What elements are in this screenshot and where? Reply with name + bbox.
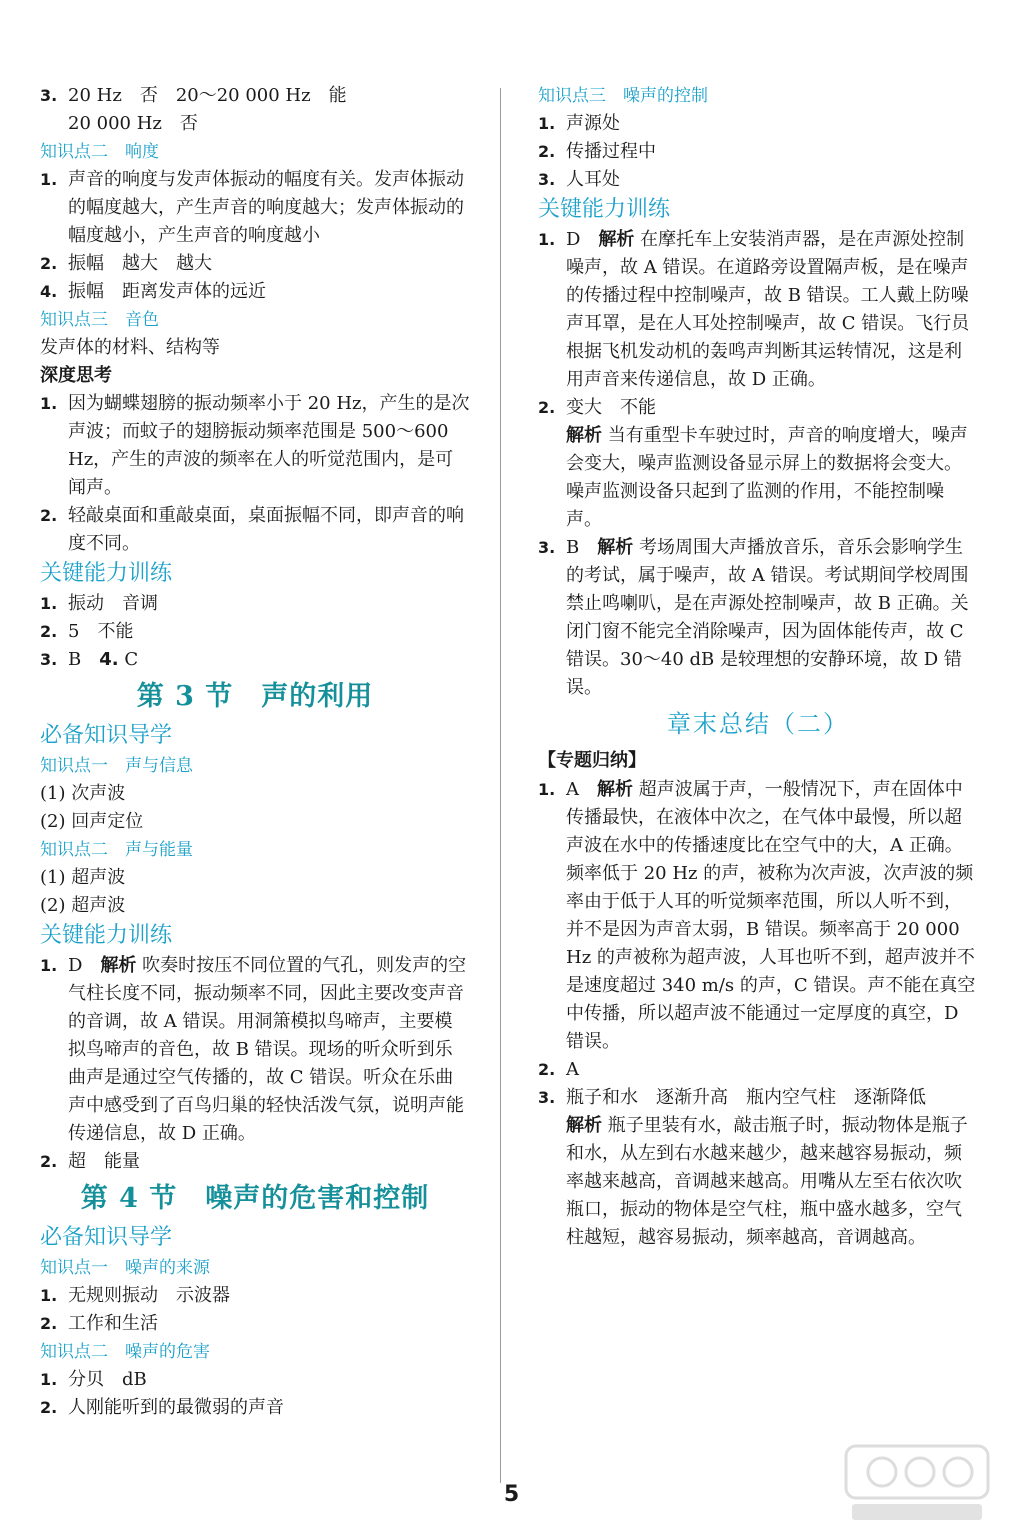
s3-key-answer-1: 1. D 解析 吹奏时按压不同位置的气孔，则发声的空气柱长度不同，振动频率不同，因此主要改变声音的音调，故 A 错误。用洞箫模拟鸟啼声，主要模拟鸟啼声的音色，故 B 错误。现场的听众听到乐曲声是通过空气传播的，故 C 错误。听众在乐曲声中感受到了百鸟归巢的轻快活泼气氛，说明声能传递信息，故 D 正确。	[40, 955, 467, 1144]
answer-3-pitch: 3. 20 Hz 否 20～20 000 Hz 能	[40, 85, 347, 106]
guide-heading-3: 必备知识导学	[40, 723, 173, 748]
chapter-summary-title: 章末总结（二）	[667, 710, 849, 738]
s3-key-answer-2: 2. 超 能量	[40, 1151, 140, 1172]
section-3-title: 第 3 节 声的利用	[136, 681, 374, 712]
section-4-title: 第 4 节 噪声的危害和控制	[80, 1183, 430, 1214]
s4-knowledge-point-1: 知识点一 噪声的来源	[40, 1258, 210, 1278]
summary-answer-3: 3. 瓶子和水 逐渐升高 瓶内空气柱 逐渐降低	[538, 1087, 926, 1108]
s3-kp1-answer-2: (2) 回声定位	[40, 811, 144, 832]
key-ability-1-answer-3-4: 3. B 4. C	[40, 649, 139, 670]
loudness-answer-2: 2. 振幅 越大 越大	[40, 253, 212, 274]
s4-kp1-answer-2: 2. 工作和生活	[40, 1313, 158, 1334]
s3-knowledge-point-2: 知识点二 声与能量	[40, 840, 193, 860]
left-column	[40, 82, 470, 1422]
noise-control-answer-2: 2. 传播过程中	[538, 141, 656, 162]
key-ability-1-answer-1: 1. 振动 音调	[40, 593, 158, 614]
summary-answer-3-analysis: 解析 瓶子里装有水，敲击瓶子时，振动物体是瓶子和水，从左到右水越来越少，越来越容易振动，频率越来越高，音调越来越高。用嘴从左至右依次吹瓶口，振动的物体是空气柱，瓶中盛水越多，空气柱越短，越容易振动，频率越高，音调越高。	[566, 1115, 968, 1248]
deep-thinking-1: 1. 因为蝴蝶翅膀的振动频率小于 20 Hz，产生的是次声波；而蚊子的翅膀振动频率范围是 500～600 Hz，产生的声波的频率在人的听觉范围内，是可闻声。	[40, 393, 470, 498]
summary-answer-1: 1. A 解析 超声波属于声，一般情况下，声在固体中传播最快，在液体中次之，在气体中最慢，所以超声波在水中的传播速度比在空气中的大，A 正确。频率低于 20 Hz 的声，被称为次声波，次声波的频率由于低于人耳的听觉频率范围，所以人听不到，并不是因为声音太弱，B 错误。频率高于 20 000 Hz 的声被称为超声波，人耳也听不到，超声波并不是速度超过 340 m/s 的声，C 错误。声不能在真空中传播，所以超声波不能通过一定厚度的真空，D 错误。	[538, 779, 976, 1052]
key-ability-heading-4: 关键能力训练	[538, 197, 671, 222]
key-ability-heading-3: 关键能力训练	[40, 923, 173, 948]
noise-control-answer-3: 3. 人耳处	[538, 169, 620, 190]
timbre-answer: 发声体的材料、结构等	[40, 337, 220, 358]
answer-3-continued: 20 000 Hz 否	[68, 113, 198, 134]
s3-knowledge-point-1: 知识点一 声与信息	[40, 756, 193, 776]
loudness-answer-1: 1. 声音的响度与发声体振动的幅度有关。发声体振动的幅度越大，产生声音的响度越大；发声体振动的幅度越小，产生声音的响度越小	[40, 169, 464, 246]
summary-answer-2: 2. A	[538, 1059, 579, 1080]
column-divider	[500, 88, 501, 1483]
key-ability-1-answer-2: 2. 5 不能	[40, 621, 134, 642]
page-number: 5	[503, 1482, 520, 1507]
knowledge-point-noise-control: 知识点三 噪声的控制	[538, 86, 708, 106]
deep-thinking-heading: 深度思考	[40, 365, 112, 386]
deep-thinking-2: 2. 轻敲桌面和重敲桌面，桌面振幅不同，即声音的响度不同。	[40, 505, 464, 554]
s4-knowledge-point-2: 知识点二 噪声的危害	[40, 1342, 210, 1362]
right-column	[538, 82, 978, 1252]
s4-key-answer-3: 3. B 解析 考场周围大声播放音乐，音乐会影响学生的考试，属于噪声，故 A 错误。考试期间学校周围禁止鸣喇叭，是在声源处控制噪声，故 B 正确。关闭门窗不能完全消除噪声，因为固体能传声，故 C 错误。30～40 dB 是较理想的安静环境，故 D 错误。	[538, 537, 969, 698]
s3-kp2-answer-2: (2) 超声波	[40, 895, 126, 916]
s4-key-answer-1: 1. D 解析 在摩托车上安装消声器，是在声源处控制噪声，故 A 错误。在道路旁设置隔声板，是在噪声的传播过程中控制噪声，故 B 错误。工人戴上防噪声耳罩，是在人耳处控制噪声，故 C 错误。飞行员根据飞机发动机的轰鸣声判断其运转情况，这是利用声音来传递信息，故 D 正确。	[538, 229, 970, 390]
s3-kp2-answer-1: (1) 超声波	[40, 867, 126, 888]
s4-kp2-answer-2: 2. 人刚能听到的最微弱的声音	[40, 1397, 284, 1418]
knowledge-point-timbre: 知识点三 音色	[40, 310, 159, 330]
s4-kp2-answer-1: 1. 分贝 dB	[40, 1369, 147, 1390]
knowledge-point-loudness: 知识点二 响度	[40, 142, 159, 162]
watermark-logo-icon	[842, 1440, 992, 1526]
topic-summary-heading: 【专题归纳】	[538, 750, 646, 771]
key-ability-heading-1: 关键能力训练	[40, 561, 173, 586]
noise-control-answer-1: 1. 声源处	[538, 113, 620, 134]
s3-kp1-answer-1: (1) 次声波	[40, 783, 126, 804]
loudness-answer-4: 4. 振幅 距离发声体的远近	[40, 281, 266, 302]
s4-key-answer-2: 2. 变大 不能	[538, 397, 656, 418]
s4-key-answer-2-analysis: 解析 当有重型卡车驶过时，声音的响度增大，噪声会变大，噪声监测设备显示屏上的数据将会变大。噪声监测设备只起到了监测的作用，不能控制噪声。	[566, 425, 968, 530]
guide-heading-4: 必备知识导学	[40, 1225, 173, 1250]
s4-kp1-answer-1: 1. 无规则振动 示波器	[40, 1285, 230, 1306]
